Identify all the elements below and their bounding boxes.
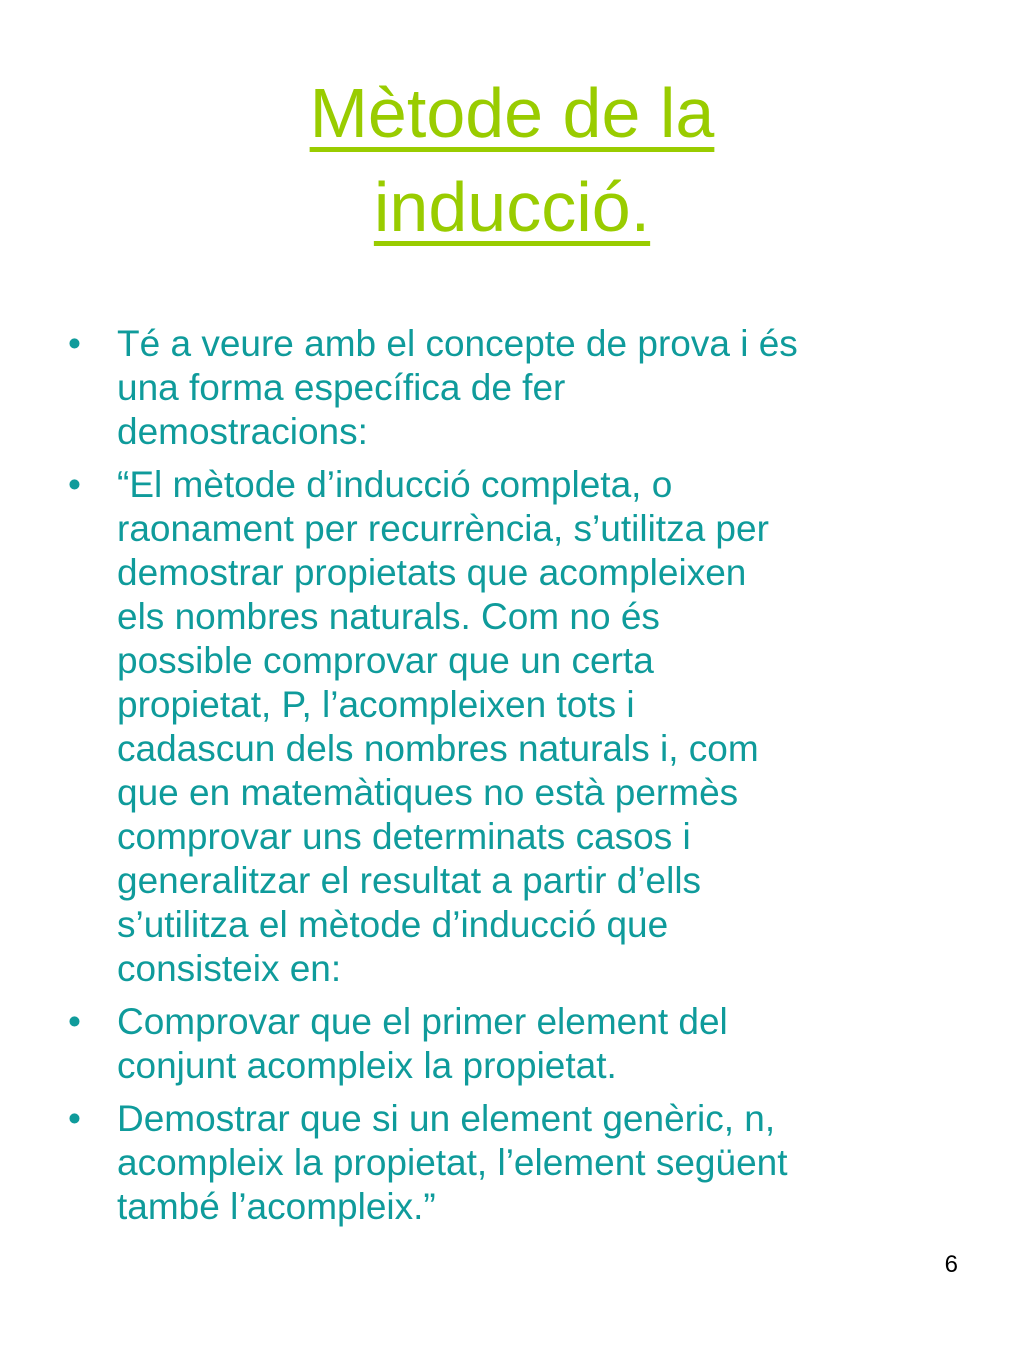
bullet-list xyxy=(68,322,968,1238)
bullet-text-line: demostrar propietats que acompleixen xyxy=(117,552,747,593)
slide-title xyxy=(0,66,1024,254)
slide-title-line: Mètode de la xyxy=(309,74,715,152)
bullet-text-line: cadascun dels nombres naturals i, com xyxy=(117,728,759,769)
bullet-text-line: comprovar uns determinats casos i xyxy=(117,816,691,857)
bullet-item xyxy=(68,1097,968,1229)
bullet-dot-icon: • xyxy=(68,1098,81,1139)
bullet-item xyxy=(68,322,968,454)
bullet-text-line: propietat, P, l’acompleixen tots i xyxy=(117,684,635,725)
bullet-text-line: Comprovar que el primer element del xyxy=(117,1001,728,1042)
bullet-text-line: també l’acompleix.” xyxy=(117,1186,436,1227)
bullet-text-line: s’utilitza el mètode d’inducció que xyxy=(117,904,669,945)
bullet-text-line: els nombres naturals. Com no és xyxy=(117,596,660,637)
bullet-text-line: Demostrar que si un element genèric, n, xyxy=(117,1098,776,1139)
bullet-text-line: Té a veure amb el concepte de prova i és xyxy=(117,323,798,364)
bullet-text-line: que en matemàtiques no està permès xyxy=(117,772,739,813)
bullet-text-line: demostracions: xyxy=(117,411,368,452)
bullet-dot-icon: • xyxy=(68,464,81,505)
bullet-text-line: raonament per recurrència, s’utilitza per xyxy=(117,508,769,549)
bullet-text-line: acompleix la propietat, l’element següent xyxy=(117,1142,788,1183)
bullet-text-line: una forma específica de fer xyxy=(117,367,566,408)
bullet-dot-icon: • xyxy=(68,323,81,364)
page-number: 6 xyxy=(944,1251,958,1278)
bullet-text-line: conjunt acompleix la propietat. xyxy=(117,1045,617,1086)
bullet-text-line: “El mètode d’inducció completa, o xyxy=(117,464,673,505)
slide-title-line: inducció. xyxy=(373,168,651,246)
bullet-text-line: possible comprovar que un certa xyxy=(117,640,654,681)
bullet-text-line: consisteix en: xyxy=(117,948,342,989)
bullet-item xyxy=(68,1000,968,1088)
bullet-item xyxy=(68,463,968,991)
bullet-dot-icon: • xyxy=(68,1001,81,1042)
bullet-text-line: generalitzar el resultat a partir d’ells xyxy=(117,860,702,901)
